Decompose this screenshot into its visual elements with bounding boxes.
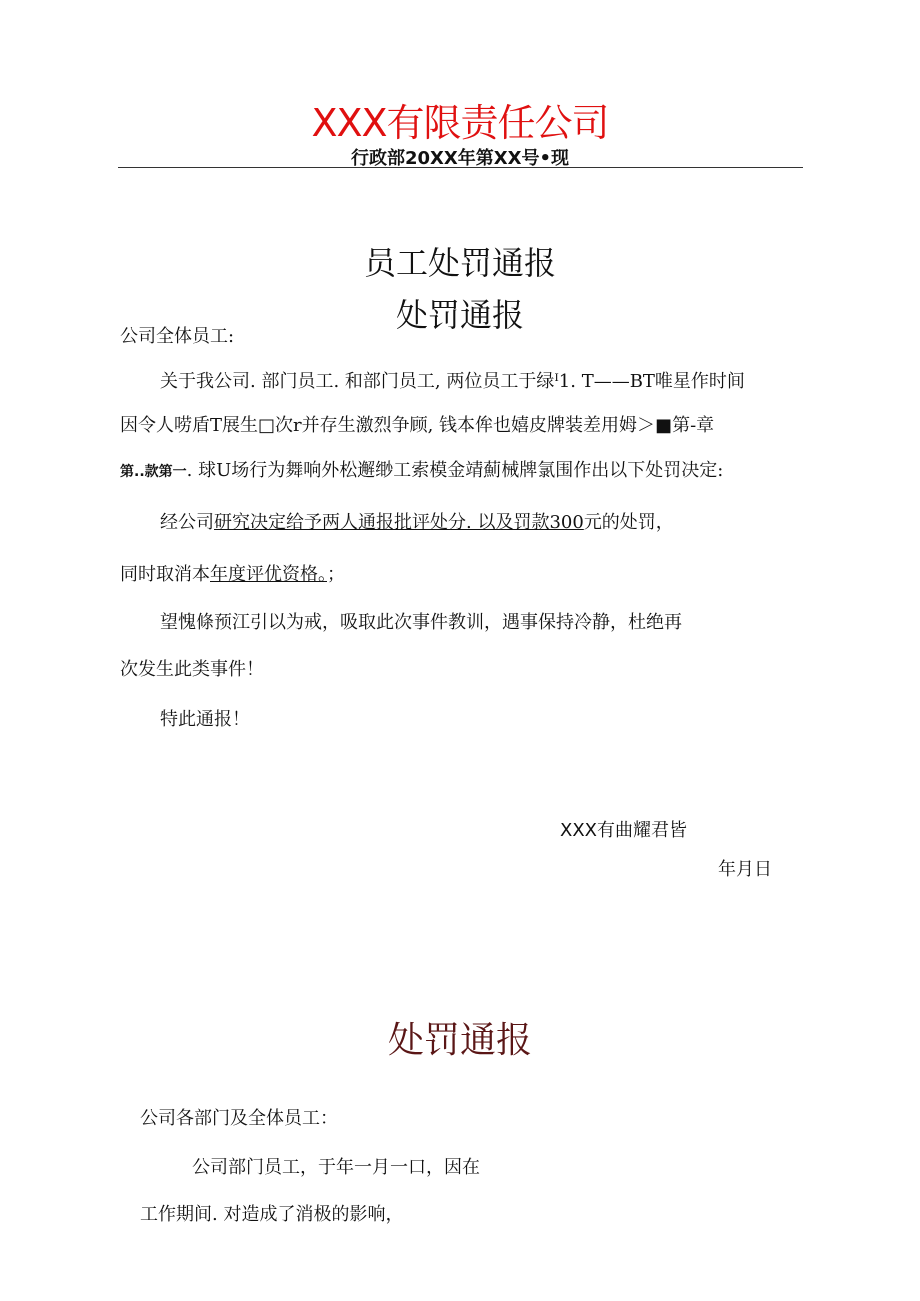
main-title: 员工处罚通报 xyxy=(363,244,556,282)
paragraph-2-line-2 xyxy=(120,560,345,586)
sub-title: 处罚通报 xyxy=(395,296,524,334)
paragraph-2-line-1 xyxy=(160,508,674,534)
cancel-underlined: 年度评优资格。 xyxy=(210,564,327,585)
paragraph-3-line-2: 次发生此类事件！ xyxy=(120,659,264,680)
paragraph-3-line-1: 望愧條预江引以为戒，吸取此次事件教训，遇事保持冷静，杜绝再 xyxy=(160,612,682,633)
date-line: 年月日 xyxy=(718,859,772,880)
salutation: 公司全体员工: xyxy=(120,326,235,347)
clause-reference: 第..款第一 xyxy=(120,464,187,480)
decision-suffix: 元的处罚， xyxy=(583,512,674,533)
document-number: 行政部20XX年第XX号•现 xyxy=(350,148,570,169)
section-2-title: 处罚通报 xyxy=(387,1020,532,1061)
section-2-salutation: 公司各部门及全体员工： xyxy=(140,1108,338,1129)
header-divider xyxy=(118,167,803,168)
section-2-line-1: 公司部门员工，于年一月一口，因在 xyxy=(192,1157,480,1178)
company-title: XXX有限责任公司 xyxy=(311,101,609,145)
paragraph-1-line-3 xyxy=(120,456,723,482)
paragraph-1-line-3-text: . 球U场行为舞响外松邂缈工索模金靖薊械牌氯围作出以下处罚决定: xyxy=(186,460,724,481)
decision-prefix: 经公司 xyxy=(160,512,214,533)
signer: XXX有曲耀君皆 xyxy=(560,820,687,841)
paragraph-1-line-1: 关于我公司. 部门员工. 和部门员工, 两位员工于绿ᴵ1. T——BT唯星作时间 xyxy=(160,371,745,392)
cancel-prefix: 同时取消本 xyxy=(120,564,210,585)
paragraph-1-line-2: 因令人唠盾T展生□次r并存生激烈争顾, 钱本侔也嬉皮牌装差用姆＞■第-章 xyxy=(120,415,715,436)
closing-line: 特此通报！ xyxy=(160,709,250,730)
cancel-suffix: ； xyxy=(327,564,345,585)
decision-underlined: 研究决定给予两人通报批评处分. 以及罚款300 xyxy=(214,512,584,533)
section-2-line-2: 工作期间. 对造成了消极的影响， xyxy=(140,1204,404,1225)
